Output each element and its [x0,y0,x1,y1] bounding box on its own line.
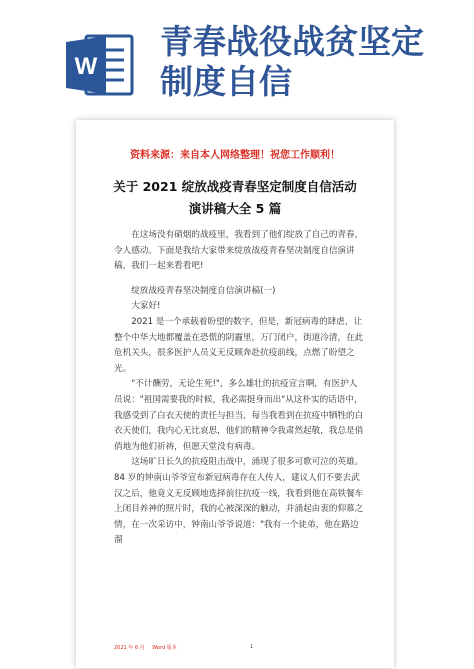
page-footer [114,644,364,651]
intro-paragraph: 在这场没有硝烟的战疫里，我看到了他们绽放了自己的青春，令人感动。下面是我给大家带来绽放战疫青春坚决制度自信演讲稿，我们一起来看看吧! [114,230,364,272]
body-paragraph: 这场旷日长久的抗疫阻击战中，涌现了很多可歌可泣的英雄。84 岁的钟南山爷爷宣布新冠病毒存在人传人，建议人们不要去武汉之后，他竟义无反顾地选择前往抗疫一线，我看到他在高铁餐车上闭目养神的照片时，我的心被深深的触动，并涌起由衷的仰慕之情，在一次采访中，钟南山爷爷说道："我有一个徒弟，他在路边溜 [114,457,364,546]
word-logo-letter: W [74,53,98,80]
body-paragraph: 2021 是一个承载着盼望的数字，但是，新冠病毒的肆虐，让整个中华大地都覆盖在恐慌的阴霾里，万门闭户，街道冷清，在此危机关头，很多医护人员义无反顾奔赴抗疫前线，点燃了盼望之光。 [114,316,364,374]
footer-date: 2021 年 6 月 [114,645,145,651]
body-paragraph: "不计酬劳，无论生死!"，多么雄壮的抗疫宣言啊，有医护人员说："祖国需要我的时候，我必需挺身而出"从这朴实的话语中，我感受到了白衣天使的责任与担当，每当我看到在抗疫中牺牲的白衣天使们，我内心无比哀思，他们的精神令我肃然起敬，我总是俏俏地为他们祈祷，但愿天堂没有病毒。 [114,379,364,452]
document-title-line1: 关于 2021 绽放战疫青春坚定制度自信活动 [113,179,357,194]
greeting: 大家好! [131,301,161,312]
page-number: 1 [250,644,254,650]
footer-app: Word 版本 [152,645,177,651]
document-title-line2: 演讲稿大全 5 篇 [188,201,282,216]
word-icon [66,30,136,100]
document-page [76,120,394,668]
banner-title-line1: 青春战役战贫坚定 [160,22,424,61]
source-note: 资料来源：来自本人网络整理！祝您工作顺利！ [130,150,340,161]
document-title [76,176,394,220]
banner-title [160,22,424,102]
section-title: 绽放战疫青春坚决制度自信演讲稿(一) [131,285,276,296]
document-body [114,228,364,549]
banner-title-line2: 制度自信 [160,62,292,101]
header-banner [0,0,474,118]
